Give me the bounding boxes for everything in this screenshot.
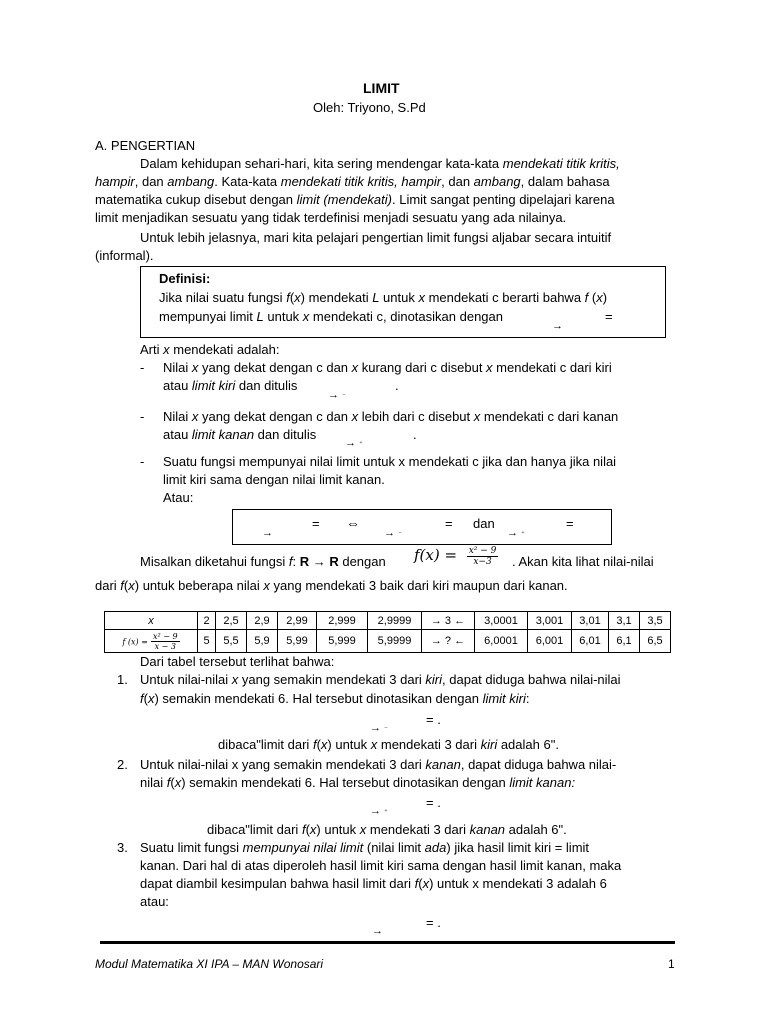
table-header-fx: f (x) = $\frac{\text{x² − 9}}{x - 3}$ bbox=[105, 630, 198, 653]
bullet-dash-3: - bbox=[140, 454, 145, 469]
item-1-limit-arrow: → ⁻ bbox=[370, 722, 388, 734]
definition-line-1: Jika nilai suatu fungsi f(x) mendekati L untuk x mendekati c berarti bahwa f (x) bbox=[159, 290, 608, 305]
p2-line-1: Untuk lebih jelasnya, mari kita pelajari pengertian limit fungsi aljabar secara intuitif bbox=[140, 230, 612, 245]
item-3-line-1: Suatu limit fungsi mempunyai nilai limit (nilai limit ada) jika hasil limit kiri = limit bbox=[140, 840, 590, 855]
item-2-line-3: dibaca"limit dari f(x) untuk x mendekati 3 dari kanan adalah 6". bbox=[207, 822, 567, 837]
definition-line-2: mempunyai limit L untuk x mendekati c, dinotasikan dengan bbox=[159, 309, 503, 324]
bullet-1-line-2: atau limit kiri dan ditulis bbox=[163, 378, 298, 393]
table-cell: 3,01 bbox=[572, 612, 609, 630]
eqbox-equals-3: = bbox=[566, 516, 574, 531]
item-1-line-1: Untuk nilai-nilai x yang semakin mendekati 3 dari kiri, dapat diduga bahwa nilai-nilai bbox=[140, 672, 621, 687]
limit-left-arrow: → ⁻ bbox=[328, 389, 346, 401]
item-2-line-2: nilai f(x) semakin mendekati 6. Hal tersebut dinotasikan dengan limit kanan: bbox=[140, 775, 576, 790]
footer-left: Modul Matematika XI IPA – MAN Wonosari bbox=[95, 957, 324, 971]
table-header-x: x bbox=[105, 612, 198, 630]
definition-heading: Definisi: bbox=[159, 271, 211, 286]
item-3-equals: = . bbox=[426, 915, 441, 930]
item-1-line-3: dibaca"limit dari f(x) untuk x mendekati 3 dari kiri adalah 6". bbox=[218, 737, 559, 752]
eqbox-equals-1: = bbox=[312, 516, 320, 531]
bullet-dash-2: - bbox=[140, 409, 145, 424]
table-fraction: $\frac{\text{x² − 9}}{x - 3}$ bbox=[152, 631, 178, 651]
p1-line-4: limit menjadikan sesuatu yang tidak terdefinisi menjadi sesuatu yang ada nilainya. bbox=[95, 210, 567, 225]
bullet-3-line-1: Suatu fungsi mempunyai nilai limit untuk x mendekati c jika dan hanya jika nilai bbox=[163, 454, 617, 469]
eqbox-arrow-1: → bbox=[262, 527, 273, 539]
bullet-2-line-2: atau limit kanan dan ditulis bbox=[163, 427, 317, 442]
table-row bbox=[105, 630, 671, 653]
table-cell: 5 bbox=[198, 630, 216, 653]
table-cell: 5,9999 bbox=[368, 630, 422, 653]
table-cell: 2,99 bbox=[278, 612, 317, 630]
table-cell: 3,001 bbox=[528, 612, 572, 630]
dari-tabel-line: Dari tabel tersebut terlihat bahwa: bbox=[140, 654, 335, 669]
table-cell: 6,001 bbox=[528, 630, 572, 653]
bullet-1-dot: . bbox=[395, 378, 399, 393]
misalkan-line-1: Misalkan diketahui fungsi f: R → R dengan bbox=[140, 554, 386, 569]
bullet-dash-1: - bbox=[140, 360, 145, 375]
item-3-line-3: dapat diambil kesimpulan bahwa hasil limit dari f(x) untuk x mendekati 3 adalah 6 bbox=[140, 876, 607, 891]
function-fraction: $\frac{\text{x² − 9}}{x-3}$ bbox=[468, 546, 497, 568]
author-line: Oleh: Triyono, S.Pd bbox=[313, 100, 426, 115]
table-cell: → 3 ← bbox=[422, 612, 475, 630]
bullet-2-line-1: Nilai x yang dekat dengan c dan x lebih dari c disebut x mendekati c dari kanan bbox=[163, 409, 619, 424]
misalkan-line-2: dari f(x) untuk beberapa nilai x yang mendekati 3 baik dari kiri maupun dari kanan. bbox=[95, 578, 568, 593]
arti-line: Arti x mendekati adalah: bbox=[140, 342, 280, 357]
item-1-line-2: f(x) semakin mendekati 6. Hal tersebut dinotasikan dengan limit kiri: bbox=[140, 691, 530, 706]
table-cell: 2 bbox=[198, 612, 216, 630]
item-2-limit-arrow: → ⁺ bbox=[370, 805, 388, 817]
table-cell: 5,99 bbox=[278, 630, 317, 653]
values-table bbox=[104, 611, 671, 653]
section-heading: A. PENGERTIAN bbox=[95, 138, 196, 153]
p1-line-2: hampir, dan ambang. Kata-kata mendekati titik kritis, hampir, dan ambang, dalam bahasa bbox=[95, 174, 610, 189]
table-cell: 2,999 bbox=[317, 612, 368, 630]
bullet-3-line-2: limit kiri sama dengan nilai limit kanan. bbox=[163, 472, 385, 487]
eqbox-arrow-2: → ⁻ bbox=[384, 527, 402, 539]
page-title: LIMIT bbox=[363, 80, 400, 96]
p2-line-2: (informal). bbox=[95, 248, 154, 263]
item-2-line-1: Untuk nilai-nilai x yang semakin mendekati 3 dari kanan, dapat diduga bahwa nilai- bbox=[140, 757, 617, 772]
item-3-limit-arrow: → bbox=[372, 925, 383, 937]
table-cell: 6,1 bbox=[609, 630, 640, 653]
eqbox-arrow-3: → ⁺ bbox=[507, 527, 525, 539]
item-number-3: 3. bbox=[117, 840, 128, 855]
eqbox-dan: dan bbox=[473, 516, 495, 531]
bullet-1-line-1: Nilai x yang dekat dengan c dan x kurang dari c disebut x mendekati c dari kiri bbox=[163, 360, 612, 375]
table-cell: 3,1 bbox=[609, 612, 640, 630]
table-cell: 6,5 bbox=[640, 630, 671, 653]
p1-line-3: matematika cukup disebut dengan limit (mendekati). Limit sangat penting dipelajari karena bbox=[95, 192, 615, 207]
table-cell: 6,0001 bbox=[475, 630, 528, 653]
bullet-2-dot: . bbox=[413, 427, 417, 442]
misalkan-line-1-end: . Akan kita lihat nilai-nilai bbox=[512, 554, 654, 569]
definition-equals: = bbox=[605, 309, 613, 324]
page-number: 1 bbox=[668, 957, 675, 971]
table-cell: 5,5 bbox=[216, 630, 247, 653]
table-cell: 2,9999 bbox=[368, 612, 422, 630]
limit-right-arrow: → ⁺ bbox=[345, 437, 363, 449]
item-1-equals: = . bbox=[426, 712, 441, 727]
p1-line-1: Dalam kehidupan sehari-hari, kita sering mendengar kata-kata mendekati titik kritis, bbox=[140, 156, 620, 171]
equivalence-box bbox=[232, 509, 612, 545]
table-cell: → ? ← bbox=[422, 630, 475, 653]
footer-rule bbox=[100, 941, 675, 944]
item-2-equals: = . bbox=[426, 795, 441, 810]
item-3-line-2: kanan. Dari hal di atas diperoleh hasil limit kiri sama dengan hasil limit kanan, maka bbox=[140, 858, 622, 873]
table-cell: 3,0001 bbox=[475, 612, 528, 630]
item-3-line-4: atau: bbox=[140, 894, 169, 909]
eqbox-equals-2: = bbox=[445, 516, 453, 531]
item-number-1: 1. bbox=[117, 672, 128, 687]
table-cell: 2,9 bbox=[247, 612, 278, 630]
bullet-3-line-3: Atau: bbox=[163, 490, 194, 505]
table-cell: 5,999 bbox=[317, 630, 368, 653]
table-cell: 5,9 bbox=[247, 630, 278, 653]
table-cell: 6,01 bbox=[572, 630, 609, 653]
table-cell: 3,5 bbox=[640, 612, 671, 630]
table-row bbox=[105, 612, 671, 630]
definition-limit-arrow: → bbox=[552, 320, 563, 332]
item-number-2: 2. bbox=[117, 757, 128, 772]
eqbox-iff: ⇔ bbox=[346, 515, 360, 531]
table-cell: 2,5 bbox=[216, 612, 247, 630]
function-definition: f(x) = $\frac{\text{x² − 9}}{x-3}$ bbox=[414, 546, 497, 568]
